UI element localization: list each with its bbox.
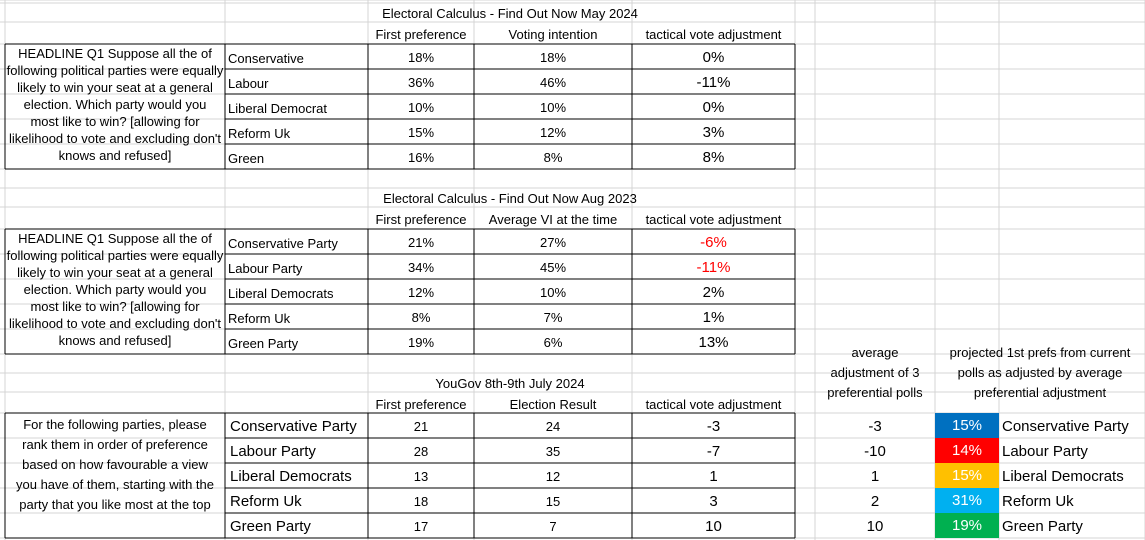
section3-question-line: based on how favourable a view bbox=[22, 457, 208, 472]
section2-question-line: most like to win? [allowing for bbox=[30, 299, 200, 314]
section2-header-vi: Average VI at the time bbox=[488, 212, 618, 227]
section1-question-line: likely to win your seat at a general bbox=[17, 80, 213, 95]
section1-party[interactable]: Labour bbox=[228, 76, 269, 91]
section2-adj[interactable]: -6% bbox=[700, 234, 727, 251]
projected-pct-cell[interactable]: 15% bbox=[935, 463, 999, 488]
section2-first[interactable]: 21% bbox=[407, 235, 435, 250]
section1-question-line: likelihood to vote and excluding don't bbox=[8, 131, 222, 146]
section1-header-first: First preference bbox=[375, 27, 467, 42]
section2-first[interactable]: 8% bbox=[411, 310, 431, 325]
section1-party[interactable]: Conservative bbox=[228, 51, 304, 66]
section3-header-vi: Election Result bbox=[509, 397, 597, 412]
average-header-line: preferential polls bbox=[827, 385, 923, 400]
section1-question-line: following political parties were equally bbox=[6, 63, 224, 78]
section1-vi[interactable]: 10% bbox=[539, 100, 567, 115]
section3-question-line: party that you like most at the top bbox=[19, 497, 211, 512]
section2-adj[interactable]: 13% bbox=[698, 334, 729, 351]
section2-vi[interactable]: 27% bbox=[539, 235, 567, 250]
section1-header-adj: tactical vote adjustment bbox=[645, 27, 782, 42]
section2-question-line: following political parties were equally bbox=[6, 248, 224, 263]
section1-first[interactable]: 36% bbox=[407, 75, 435, 90]
section2-question-line: HEADLINE Q1 Suppose all the of bbox=[18, 231, 212, 246]
section3-party[interactable]: Green Party bbox=[230, 518, 311, 535]
section1-vi[interactable]: 8% bbox=[543, 150, 563, 165]
section3-party[interactable]: Liberal Democrats bbox=[230, 468, 352, 485]
average-adjustment[interactable]: 10 bbox=[866, 518, 884, 535]
projected-party[interactable]: Reform Uk bbox=[1002, 493, 1074, 510]
section3-vi[interactable]: 12 bbox=[545, 469, 561, 484]
section3-adj[interactable]: 10 bbox=[705, 518, 722, 535]
section3-vi[interactable]: 7 bbox=[549, 519, 557, 534]
projected-header-line: projected 1st prefs from current bbox=[949, 345, 1131, 360]
section1-first[interactable]: 18% bbox=[407, 50, 435, 65]
section2-party[interactable]: Reform Uk bbox=[228, 311, 291, 326]
section1-party[interactable]: Green bbox=[228, 151, 265, 166]
section3-question-line: you have of them, starting with the bbox=[16, 477, 214, 492]
projected-pct-cell[interactable]: 31% bbox=[935, 488, 999, 513]
section3-adj[interactable]: -3 bbox=[706, 418, 721, 435]
section2-adj[interactable]: -11% bbox=[696, 259, 731, 276]
section2-party[interactable]: Green Party bbox=[228, 336, 299, 351]
average-adjustment[interactable]: 2 bbox=[870, 493, 880, 510]
section3-header-adj: tactical vote adjustment bbox=[645, 397, 782, 412]
section2-question-line: election. Which party would you bbox=[23, 282, 207, 297]
section2-header-adj: tactical vote adjustment bbox=[645, 212, 782, 227]
projected-header-line: polls as adjusted by average bbox=[957, 365, 1123, 380]
section2-first[interactable]: 12% bbox=[407, 285, 435, 300]
section2-party[interactable]: Conservative Party bbox=[228, 236, 338, 251]
section1-first[interactable]: 10% bbox=[407, 100, 435, 115]
section3-party[interactable]: Reform Uk bbox=[230, 493, 302, 510]
section3-first[interactable]: 18 bbox=[413, 494, 429, 509]
average-header-line: adjustment of 3 bbox=[830, 365, 920, 380]
section1-first[interactable]: 16% bbox=[407, 150, 435, 165]
section2-question-line: likely to win your seat at a general bbox=[17, 265, 213, 280]
section1-question-line: knows and refused] bbox=[58, 148, 172, 163]
section2-first[interactable]: 34% bbox=[407, 260, 435, 275]
section1-question-line: most like to win? [allowing for bbox=[30, 114, 200, 129]
section3-party[interactable]: Labour Party bbox=[230, 443, 316, 460]
projected-party[interactable]: Liberal Democrats bbox=[1002, 468, 1124, 485]
section3-adj[interactable]: -7 bbox=[706, 443, 721, 460]
section1-vi[interactable]: 12% bbox=[539, 125, 567, 140]
section2-question-line: knows and refused] bbox=[58, 333, 172, 348]
section1-question-line: HEADLINE Q1 Suppose all the of bbox=[18, 46, 212, 61]
projected-pct-cell[interactable]: 15% bbox=[935, 413, 999, 438]
section1-vi[interactable]: 46% bbox=[539, 75, 567, 90]
average-adjustment[interactable]: -10 bbox=[864, 443, 886, 460]
average-adjustment[interactable]: -3 bbox=[868, 418, 882, 435]
section3-first[interactable]: 21 bbox=[413, 419, 429, 434]
section1-adj[interactable]: 8% bbox=[702, 149, 725, 166]
section2-header-first: First preference bbox=[375, 212, 467, 227]
section3-question-line: For the following parties, please bbox=[23, 417, 207, 432]
section1-adj[interactable]: 3% bbox=[702, 124, 725, 141]
average-header-line: average bbox=[851, 345, 899, 360]
section1-adj[interactable]: -11% bbox=[696, 74, 731, 91]
section3-question-line: rank them in order of preference bbox=[22, 437, 208, 452]
section3-vi[interactable]: 35 bbox=[545, 444, 561, 459]
section1-adj[interactable]: 0% bbox=[702, 49, 725, 66]
section1-question-line: election. Which party would you bbox=[23, 97, 207, 112]
projected-party[interactable]: Labour Party bbox=[1002, 443, 1088, 460]
section3-adj[interactable]: 1 bbox=[709, 468, 718, 485]
section2-vi[interactable]: 10% bbox=[539, 285, 567, 300]
section1-vi[interactable]: 18% bbox=[539, 50, 567, 65]
section2-party[interactable]: Labour Party bbox=[228, 261, 303, 276]
section3-header-first: First preference bbox=[375, 397, 467, 412]
section2-party[interactable]: Liberal Democrats bbox=[228, 286, 334, 301]
section3-title: YouGov 8th-9th July 2024 bbox=[435, 376, 585, 391]
section2-adj[interactable]: 1% bbox=[702, 309, 725, 326]
section1-party[interactable]: Liberal Democrat bbox=[228, 101, 327, 116]
section3-adj[interactable]: 3 bbox=[709, 493, 718, 510]
section1-header-vi: Voting intention bbox=[508, 27, 598, 42]
section1-party[interactable]: Reform Uk bbox=[228, 126, 291, 141]
section2-vi[interactable]: 45% bbox=[539, 260, 567, 275]
section2-question-line: likelihood to vote and excluding don't bbox=[8, 316, 222, 331]
section1-first[interactable]: 15% bbox=[407, 125, 435, 140]
section3-vi[interactable]: 15 bbox=[545, 494, 561, 509]
section3-party[interactable]: Conservative Party bbox=[230, 418, 357, 435]
section2-title: Electoral Calculus - Find Out Now Aug 2023 bbox=[383, 191, 637, 206]
projected-party[interactable]: Conservative Party bbox=[1002, 418, 1129, 435]
section2-vi[interactable]: 7% bbox=[543, 310, 563, 325]
section2-adj[interactable]: 2% bbox=[702, 284, 725, 301]
section1-adj[interactable]: 0% bbox=[702, 99, 725, 116]
average-adjustment[interactable]: 1 bbox=[870, 468, 880, 485]
projected-party[interactable]: Green Party bbox=[1002, 518, 1083, 535]
section3-first[interactable]: 28 bbox=[413, 444, 429, 459]
projected-pct-cell[interactable]: 14% bbox=[935, 438, 999, 463]
projected-header-line: preferential adjustment bbox=[973, 385, 1107, 400]
section3-first[interactable]: 17 bbox=[413, 519, 429, 534]
projected-pct-cell[interactable]: 19% bbox=[935, 513, 999, 538]
section2-vi[interactable]: 6% bbox=[543, 335, 563, 350]
section1-title: Electoral Calculus - Find Out Now May 2024 bbox=[382, 6, 638, 21]
section3-first[interactable]: 13 bbox=[413, 469, 429, 484]
section2-first[interactable]: 19% bbox=[407, 335, 435, 350]
section3-vi[interactable]: 24 bbox=[545, 419, 561, 434]
